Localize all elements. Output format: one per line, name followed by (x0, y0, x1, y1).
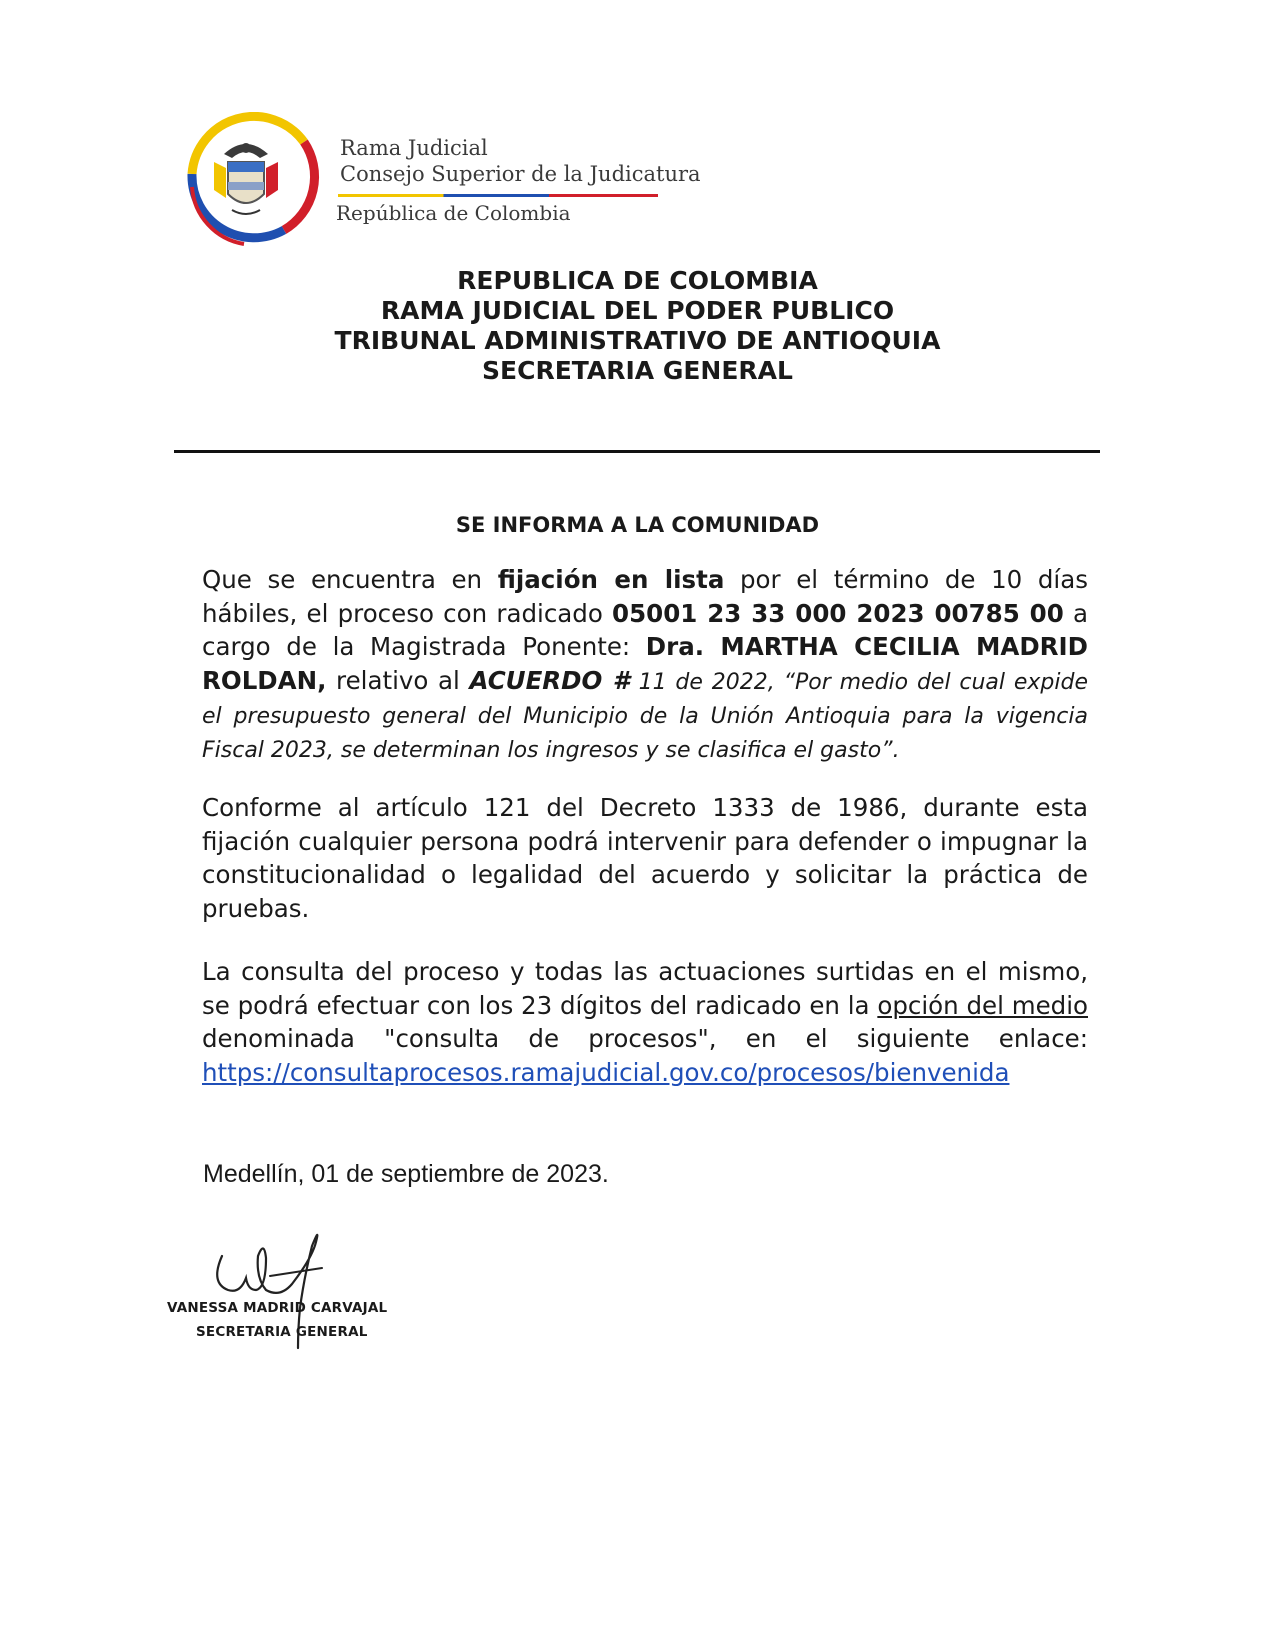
logo-text-consejo: Consejo Superior de la Judicatura (340, 162, 701, 186)
p3-text-1: La consulta del proceso y todas las actuaciones surtidas en el mismo, se podrá efectuar con los 23 dígitos del radicado en la (202, 957, 1088, 1020)
logo-text-rama-judicial: Rama Judicial (340, 136, 488, 160)
p1-radicado: 05001 23 33 000 2023 00785 00 (612, 598, 1064, 628)
p1-text-4: relativo al (326, 665, 470, 695)
p1-text-3: a cargo de la Magistrada Ponente: (202, 598, 1088, 661)
p1-acuerdo: ACUERDO # (469, 665, 630, 695)
notice-title: SE INFORMA A LA COMUNIDAD (455, 513, 820, 537)
p1-text-1: Que se encuentra en (202, 565, 498, 594)
p3-underlined-option: opción del medio (877, 990, 1088, 1020)
signatory-title: SECRETARIA GENERAL (196, 1324, 368, 1340)
header-line-4: SECRETARIA GENERAL (482, 356, 793, 385)
p1-magistrada: Dra. MARTHA CECILIA MADRID ROLDAN, (202, 632, 1088, 695)
logo-text-republica: República de Colombia (336, 201, 571, 225)
p1-text-2: por el término de 10 días hábiles, el proceso con radicado (202, 565, 1089, 628)
logo-tricolor-rule (338, 194, 658, 197)
header-divider (174, 450, 1100, 453)
header-line-2: RAMA JUDICIAL DEL PODER PUBLICO (380, 296, 895, 325)
header-line-3: TRIBUNAL ADMINISTRATIVO DE ANTIOQUIA (334, 326, 941, 355)
document-date: Medellín, 01 de septiembre de 2023. (203, 1160, 609, 1188)
header-line-1: REPUBLICA DE COLOMBIA (457, 266, 818, 295)
paragraph-conforme: Conforme al artículo 121 del Decreto 1333 de 1986, durante esta fijación cualquier persona podrá intervenir para defender o impugnar la constitucionalidad o legalidad del acuerdo y solicitar la práctica de pruebas. (202, 793, 1088, 923)
consulta-procesos-link[interactable]: https://consultaprocesos.ramajudicial.gov.co/procesos/bienvenida (202, 1057, 1010, 1087)
p3-text-2: denominada "consulta de procesos", en el siguiente enlace: (202, 1024, 1088, 1053)
paragraph-consulta (202, 955, 1088, 1089)
p1-acuerdo-description: 11 de 2022, “Por medio del cual expide el presupuesto general del Municipio de la Unión Antioquia para la vigencia Fiscal 2023, se determinan los ingresos y se clasifica el gasto”. (202, 669, 1088, 763)
signatory-name: VANESSA MADRID CARVAJAL (167, 1300, 388, 1316)
paragraph-fijacion (202, 563, 1088, 766)
p1-bold-fijacion: fijación en lista (497, 565, 725, 594)
